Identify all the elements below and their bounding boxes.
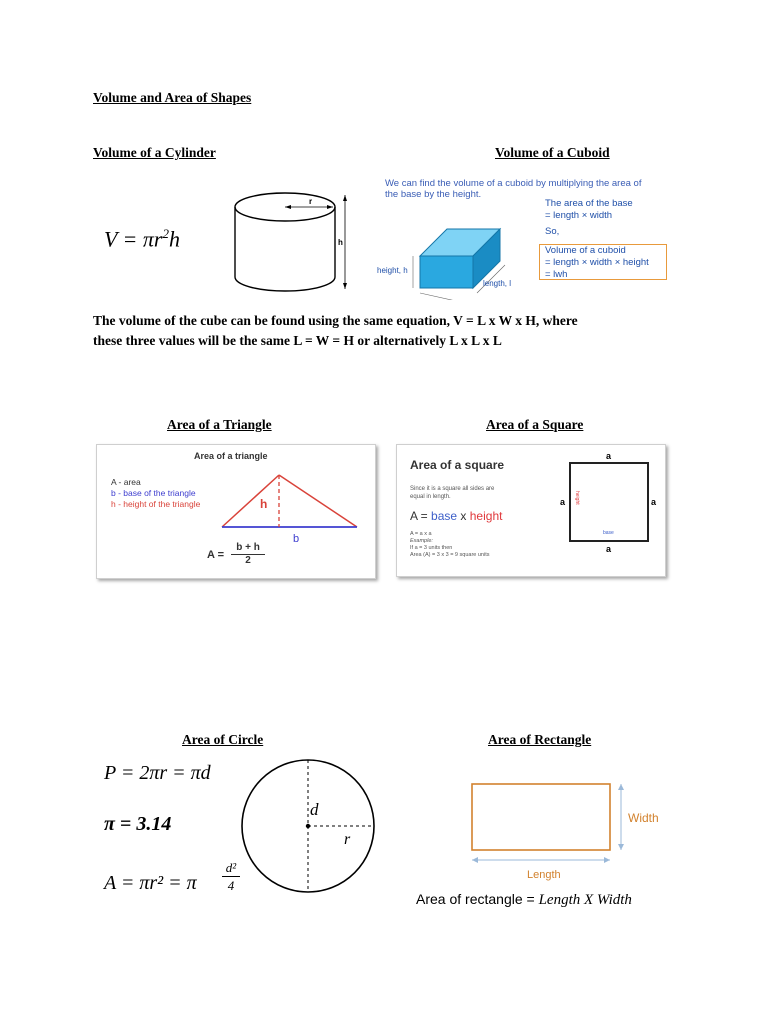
circle-pi-value: π = 3.14 xyxy=(104,813,172,835)
square-figure xyxy=(557,449,662,559)
triangle-card-title: Area of a triangle xyxy=(194,451,268,461)
square-description: Since it is a square all sides are equal in length. xyxy=(410,486,495,500)
cuboid-volume-box: Volume of a cuboid = length × width × height = lwh xyxy=(539,244,667,280)
square-a-right: a xyxy=(651,497,657,507)
rectangle-formula: Area of rectangle = Length X Width xyxy=(416,891,632,908)
circle-r-label: r xyxy=(344,831,351,848)
heading-circle: Area of Circle xyxy=(182,732,264,747)
square-base-label: base xyxy=(603,530,614,536)
cube-paragraph: The volume of the cube can be found using the same equation, V = L x W x H, where these three values will be the same L = W = H or alternatively L x L x L xyxy=(93,313,578,348)
triangle-legend: A - area b - base of the triangle h - height of the triangle xyxy=(111,477,201,509)
square-card-title: Area of a square xyxy=(410,458,505,472)
heading-square: Area of a Square xyxy=(486,417,584,432)
cylinder-h-label: h xyxy=(338,238,343,247)
triangle-formula-fraction: b + h 2 xyxy=(231,542,265,567)
triangle-formula-a: A = xyxy=(207,549,225,561)
heading-cylinder: Volume of a Cylinder xyxy=(93,145,216,160)
circle-figure xyxy=(238,757,378,897)
cuboid-base-text: The area of the base = length × width So, xyxy=(545,198,633,237)
cuboid-figure xyxy=(375,203,540,300)
heading-rectangle: Area of Rectangle xyxy=(488,732,592,747)
circle-area-fraction: d² 4 xyxy=(222,859,240,894)
square-card xyxy=(396,444,666,577)
heading-triangle: Area of a Triangle xyxy=(167,417,272,432)
square-a-bottom: a xyxy=(606,544,612,554)
cylinder-r-label: r xyxy=(309,197,313,206)
square-a-top: a xyxy=(606,451,612,461)
rectangle-width-label: Width xyxy=(628,811,659,825)
circle-area-formula: A = πr² = π xyxy=(104,872,197,894)
triangle-card xyxy=(96,444,376,579)
square-example: A = a x a Example: If a = 3 units then Area (A) = 3 x 3 = 9 square units xyxy=(410,531,490,558)
cuboid-height-label: height, h xyxy=(377,266,408,275)
square-a-left: a xyxy=(560,497,566,507)
circle-perimeter-formula: P = 2πr = πd xyxy=(104,762,211,784)
cuboid-length-label: length, l xyxy=(483,279,512,288)
rectangle-length-label: Length xyxy=(527,869,561,881)
cylinder-figure xyxy=(225,185,360,295)
square-height-label: height xyxy=(574,491,580,505)
cuboid-panel xyxy=(375,175,675,300)
cuboid-intro: We can find the volume of a cuboid by multiplying the area of the base by the height. xyxy=(385,178,642,200)
square-formula: A = base x height xyxy=(410,509,503,523)
rectangle-figure xyxy=(465,775,695,885)
page-title: Volume and Area of Shapes xyxy=(93,90,252,105)
triangle-b-label: b xyxy=(293,533,300,545)
circle-d-label: d xyxy=(310,800,319,819)
cylinder-formula: $V = \pi r^2h$ xyxy=(104,226,180,252)
heading-cuboid: Volume of a Cuboid xyxy=(495,145,610,160)
triangle-h-label: h xyxy=(260,497,268,511)
triangle-figure xyxy=(217,470,367,545)
